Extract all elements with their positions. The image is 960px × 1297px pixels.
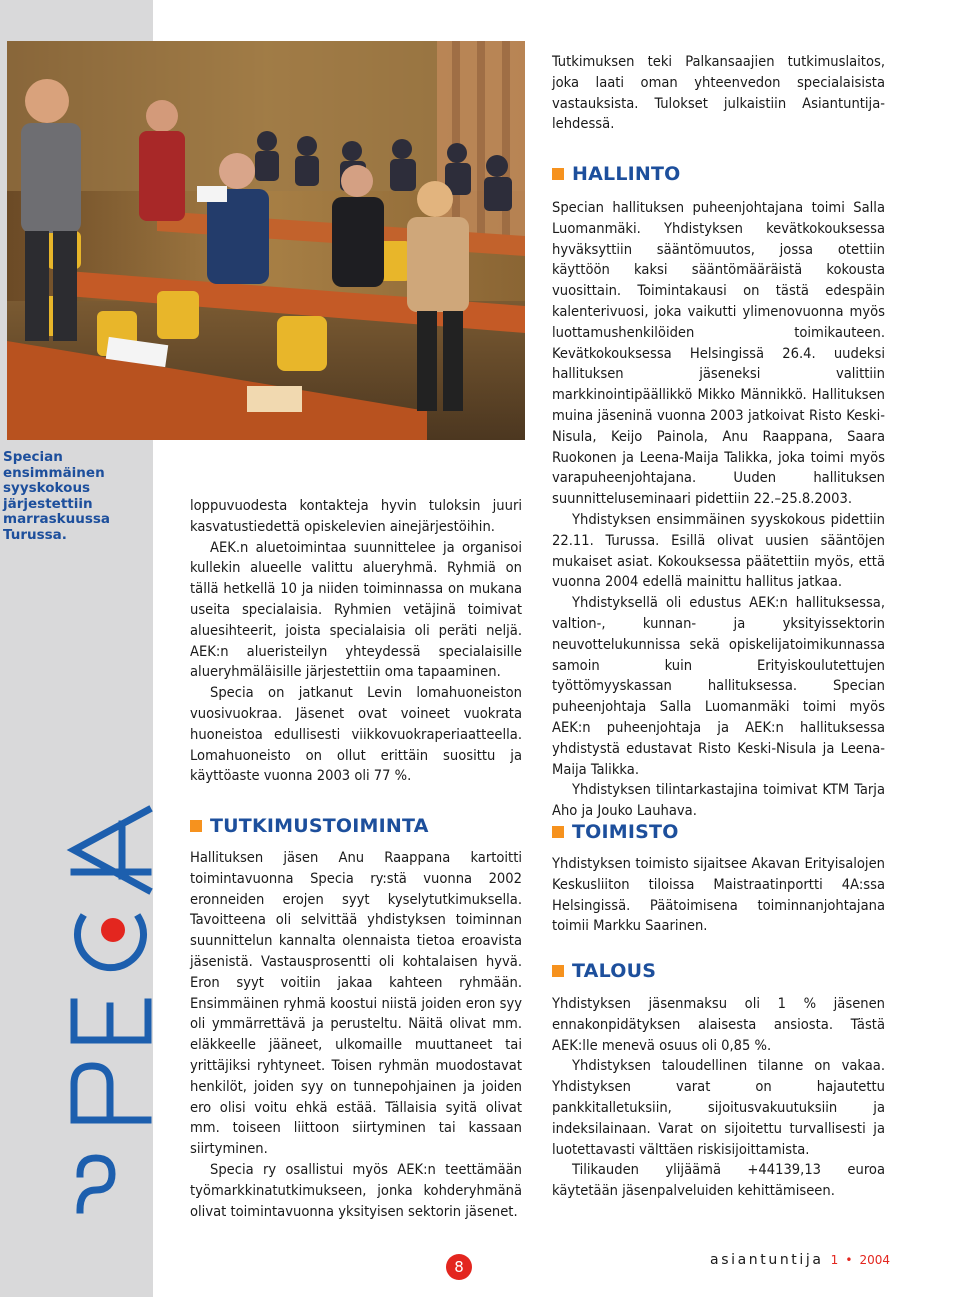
heading-toimisto	[552, 821, 679, 843]
talous-paragraph-3: Tilikauden ylijäämä +44139,13 euroa käytetään jäsenpalveluiden kehittämiseen.	[552, 1161, 885, 1200]
footer-year: 2004	[859, 1253, 890, 1267]
hallinto-paragraph-3: Yhdistyksellä oli edustus AEK:n hallituksessa, valtion-, kunnan- ja yksityissektorin neuvottelukunnissa sekä opiskelijatoimikunnassa samoin kuin Erityiskoulutettujen työttömyyskassan hallituksessa. Specian puheenjohtaja Salla Luomanmäki toimi myös AEK:n puheenjohtaja ja AEK:n hallituksessa yhdistystä edustavat Risto Keski-Nisula ja Leena-Maija Talikka.	[552, 594, 885, 778]
left-paragraph-3: Specia on jatkanut Levin lomahuoneiston vuosivuokraa. Jäsenet ovat voineet vuokrata huoneistoa edullisesti viikkovuokraperiaatteella. Lomahuoneisto on ollut erittäin suosittu ja käyttöaste vuonna 2003 oli 77 %.	[190, 684, 522, 785]
toimisto-paragraph-1: Yhdistyksen toimisto sijaitsee Akavan Erityisalojen Keskusliiton tiloissa Maistraatinportti 4A:ssa Helsingissä. Päätoimisena toiminnanjohtajana toimii Markku Saarinen.	[552, 855, 885, 935]
footer-issue: 1	[830, 1253, 839, 1267]
heading-tutkimustoiminta-text: TUTKIMUSTOIMINTA	[210, 815, 429, 837]
toimisto-section	[552, 854, 885, 937]
heading-tutkimustoiminta	[190, 815, 429, 837]
heading-talous-text: TALOUS	[572, 960, 657, 982]
hallinto-paragraph-4: Yhdistyksen tilintarkastajina toimivat KTM Tarja Aho ja Jouko Lauhava.	[552, 781, 885, 820]
hallinto-paragraph-1: Specian hallituksen puheenjohtajana toimi Salla Luomanmäki. Yhdistyksen kevätkokouksessa hyväksyttiin sääntömuutos, jossa otettiin käyttöön kaksi sääntömääräistä kokousta vuosittain. Toimintakausi on tästä edespäin kalenterivuosi, joka vaikutti ylimenovuonna myös luottamushenkilöiden toimikauteen. Kevätkokouksessa Helsingissä 26.4. uudeksi hallituksen jäseneksi valittiin markkinointipäällikkö Mikko Männikkö. Hallituksen muina jäseninä vuonna 2003 jatkoivat Risto Keski-Nisula, Keijo Painola, Anu Raappana, Saara Ruokonen ja Leena-Maija Talikka, joka toimi myös varapuheenjohtajana. Uuden hallituksen suunnitteluseminaari pidettiin 22.–25.8.2003.	[552, 199, 885, 508]
heading-toimisto-text: TOIMISTO	[572, 821, 679, 843]
heading-square-icon	[190, 820, 202, 832]
tutkimus-paragraph-2: Specia ry osallistui myös AEK:n teettämään työmarkkinatutkimukseen, jonka kohderyhmänä olivat toimintavuonna yksityisen sektorin jäsenet.	[190, 1160, 522, 1220]
tutkimus-paragraph-1: Hallituksen jäsen Anu Raappana kartoitti toimintavuonna Specia ry:stä vuonna 2002 eronneiden erojen syyt kyselytutkimuksella. Tavoitteena oli selvittää yhdistyksen toiminnan suunnittelun kannalta olennaista tietoa eroavista jäsenistä. Vastausprosentti oli kohtalaisen hyvä. Eron syyt voitiin jakaa kahteen ryhmään. Ensimmäinen ryhmä koostui niistä joiden eron syy oli ymmärrettävä ja perusteltu. Näitä olivat mm. eläkkeelle jääneet, ulkomaille muuttaneet tai yrittäjiksi ryhtyneet. Toisen ryhmän muodostavat henkilöt, joiden syy on tunnepohjainen ja joiden ero olisi voitu ehkä estää. Tällaisia syitä olivat mm. toiseen liittoon siirtyminen tai kassaan siirtyminen.	[190, 849, 522, 1158]
footer-magazine	[710, 1252, 890, 1268]
logo-letter-e	[74, 1002, 148, 1040]
footer-separator: •	[845, 1253, 853, 1267]
left-paragraph-1: loppuvuodesta kontakteja hyvin tuloksin juuri kasvatustiedettä opiskelevien ainejärjestöihin.	[190, 497, 522, 535]
heading-hallinto	[552, 163, 681, 185]
heading-hallinto-text: HALLINTO	[572, 163, 681, 185]
talous-paragraph-2: Yhdistyksen taloudellinen tilanne on vakaa. Yhdistyksen varat on hajautettu pankkitalletuksiin, sijoitusvakuutuksiin ja indeksilainaan. Varat on sijoitettu turvallisesti ja luotettavasti välttäen riskisijoittamista.	[552, 1057, 885, 1158]
page-number-badge: 8	[446, 1254, 472, 1280]
footer-magazine-name: asiantuntija	[710, 1252, 824, 1268]
meeting-photo	[7, 41, 525, 440]
hallinto-section	[552, 198, 885, 822]
heading-square-icon	[552, 965, 564, 977]
talous-section	[552, 994, 885, 1202]
left-column	[190, 496, 522, 787]
tutkimus-section	[190, 848, 522, 1222]
heading-talous	[552, 960, 656, 982]
hallinto-paragraph-2: Yhdistyksen ensimmäinen syyskokous pidettiin 22.11. Turussa. Esillä olivat uusien sääntöjen mukaiset asiat. Kokouksessa päätettiin myös, että vuonna 2004 edellä mainittu hallitus jatkaa.	[552, 510, 885, 591]
heading-square-icon	[552, 826, 564, 838]
specia-logo	[60, 800, 160, 1230]
right-intro	[552, 52, 885, 135]
left-paragraph-2: AEK.n aluetoimintaa suunnittelee ja organisoi kullekin alueelle valittu alueryhmä. Ryhmiä on tällä hetkellä 10 ja niiden toiminnassa on mukana useita specialaisia. Ryhmien vetäjinä toimivat aluesihteerit, joista specialaisia oli peräti neljä. AEK:n alueristeilyn yhteydessä specialaisille alueryhmäläisille järjestettiin oma tapaaminen.	[190, 538, 522, 681]
logo-red-dot	[101, 918, 125, 942]
photo-caption: Specian ensimmäinen syyskokous järjestettiin marraskuussa Turussa.	[3, 449, 111, 543]
logo-letter-p	[74, 1066, 148, 1120]
meeting-photo-illustration	[7, 41, 525, 440]
logo-letter-a	[74, 810, 148, 890]
logo-letter-s	[80, 1158, 112, 1210]
heading-square-icon	[552, 168, 564, 180]
right-intro-paragraph: Tutkimuksen teki Palkansaajien tutkimuslaitos, joka laati oman yhteenvedon specialaisista vastauksista. Tulokset julkaistiin Asiantuntija-lehdessä.	[552, 53, 885, 133]
talous-paragraph-1: Yhdistyksen jäsenmaksu oli 1 % jäsenen ennakonpidätyksen alaisesta ansiosta. Tästä AEK:lle menevä osuus oli 0,85 %.	[552, 995, 885, 1054]
